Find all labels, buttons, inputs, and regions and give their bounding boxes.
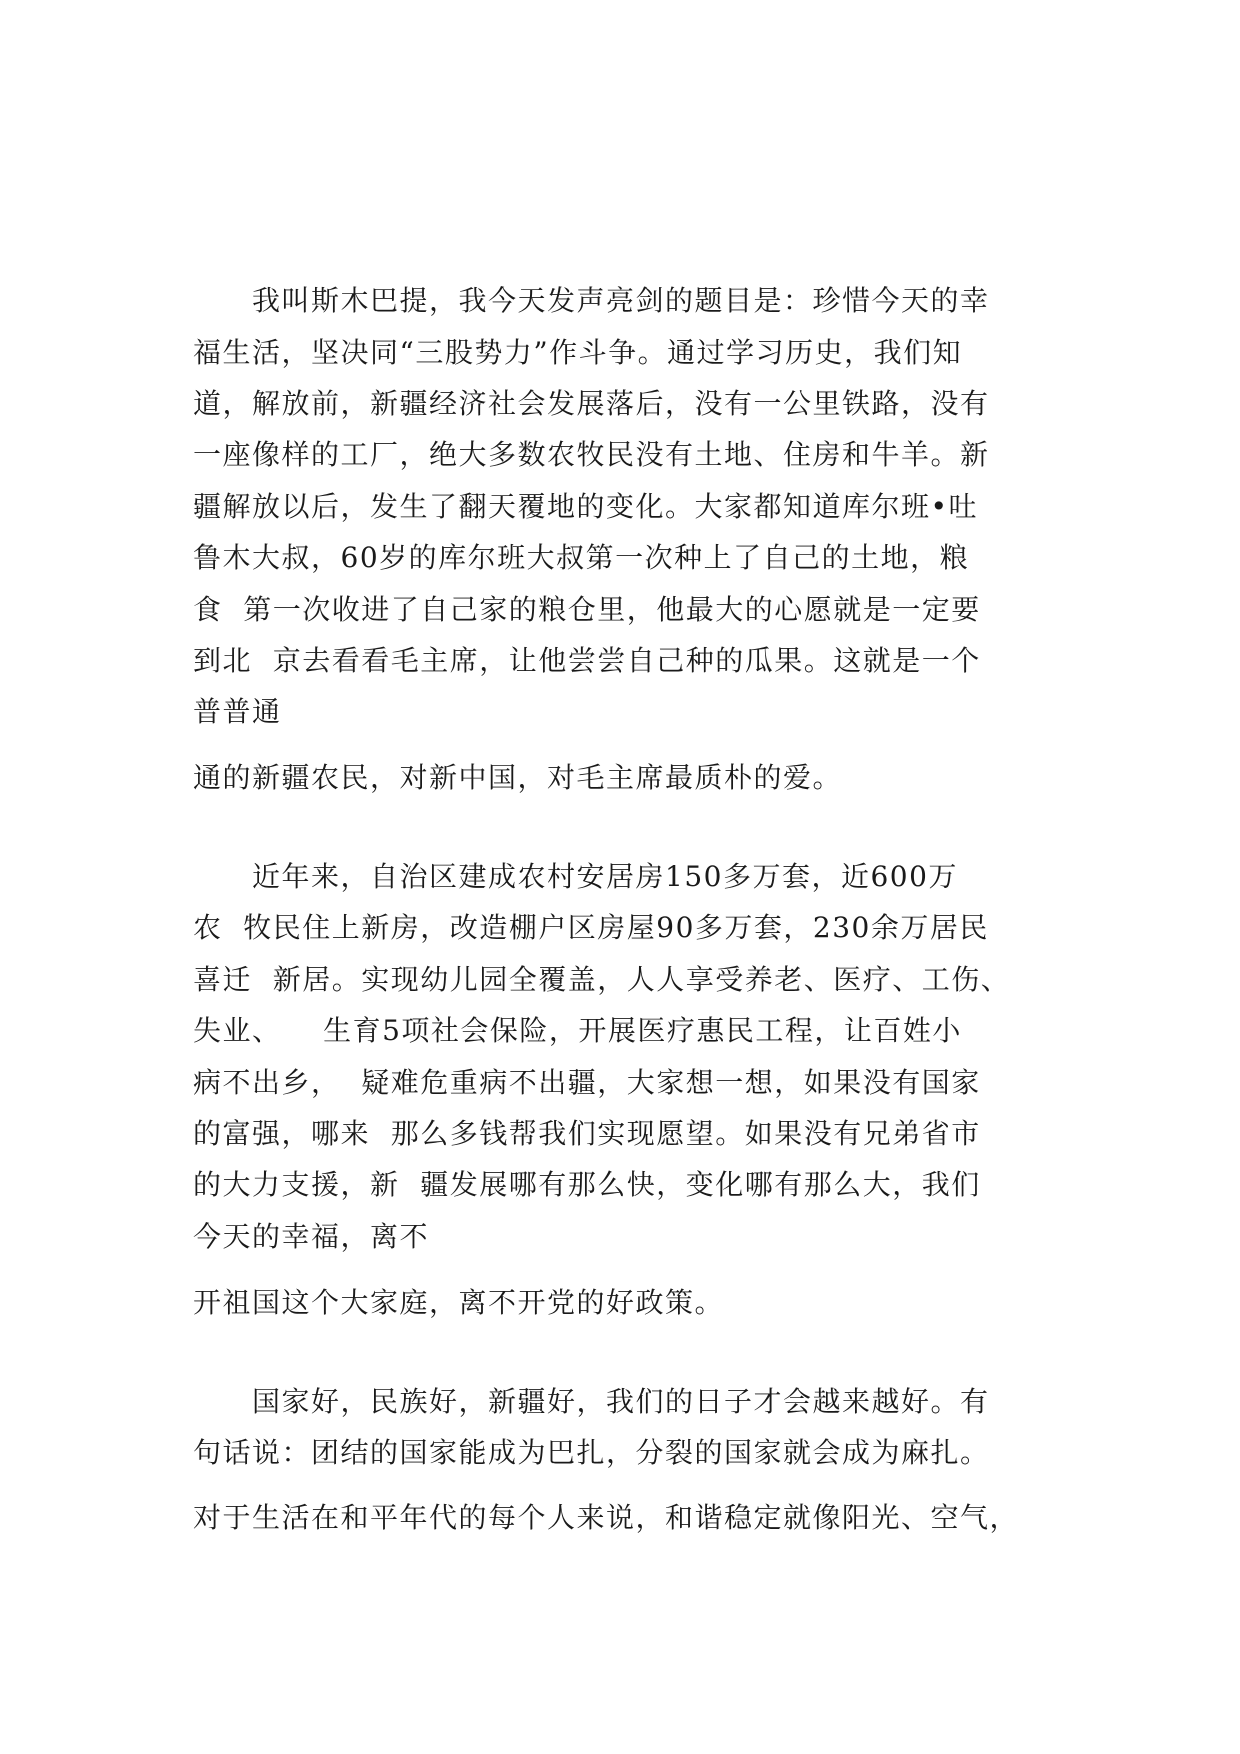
paragraph-1-line-7: 食 第一次收进了自己家的粮仓里，他最大的心愿就是一定要 — [193, 593, 981, 626]
paragraph-1-line-1: 我叫斯木巴提，我今天发声亮剑的题目是：珍惜今天的幸 — [193, 284, 990, 317]
paragraph-2-line-8: 今天的幸福，离不 — [193, 1220, 430, 1253]
paragraph-3-line-3: 对于生活在和平年代的每个人来说，和谐稳定就像阳光、空气， — [193, 1501, 1020, 1534]
paragraph-1-line-4: 一座像样的工厂，绝大多数农牧民没有土地、住房和牛羊。新 — [193, 438, 990, 471]
paragraph-2-line-6: 的富强，哪来 那么多钱帮我们实现愿望。如果没有兄弟省市 — [193, 1117, 981, 1150]
paragraph-1-line-5: 疆解放以后，发生了翻天覆地的变化。大家都知道库尔班•吐 — [193, 490, 979, 523]
paragraph-2-line-5: 病不出乡， 疑难危重病不出疆，大家想一想，如果没有国家 — [193, 1066, 981, 1099]
paragraph-1-line-2: 福生活，坚决同“三股势力”作斗争。通过学习历史，我们知 — [193, 336, 963, 369]
paragraph-1-line-8: 到北 京去看看毛主席，让他尝尝自己种的瓜果。这就是一个 — [193, 644, 981, 677]
paragraph-2-line-3: 喜迁 新居。实现幼儿园全覆盖，人人享受养老、医疗、工伤、 — [193, 963, 1011, 996]
paragraph-2-line-2: 农 牧民住上新房，改造棚户区房屋90多万套，230余万居民 — [193, 911, 989, 944]
paragraph-3-line-2: 句话说：团结的国家能成为巴扎，分裂的国家就会成为麻扎。 — [193, 1436, 990, 1469]
paragraph-1-line-3: 道，解放前，新疆经济社会发展落后，没有一公里铁路，没有 — [193, 387, 990, 420]
paragraph-3-line-1: 国家好，民族好，新疆好，我们的日子才会越来越好。有 — [193, 1385, 990, 1418]
paragraph-1-line-9: 普普通 — [193, 695, 282, 728]
paragraph-2-line-4: 失业、 生育5项社会保险，开展医疗惠民工程，让百姓小 — [193, 1014, 962, 1047]
paragraph-2-line-1: 近年来，自治区建成农村安居房150多万套，近600万 — [193, 860, 958, 893]
paragraph-1-line-6: 鲁木大叔，60岁的库尔班大叔第一次种上了自己的土地，粮 — [193, 541, 970, 574]
paragraph-2-line-9: 开祖国这个大家庭，离不开党的好政策。 — [193, 1286, 725, 1319]
paragraph-1-line-10: 通的新疆农民，对新中国，对毛主席最质朴的爱。 — [193, 761, 843, 794]
paragraph-2-line-7: 的大力支援，新 疆发展哪有那么快，变化哪有那么大，我们 — [193, 1168, 981, 1201]
